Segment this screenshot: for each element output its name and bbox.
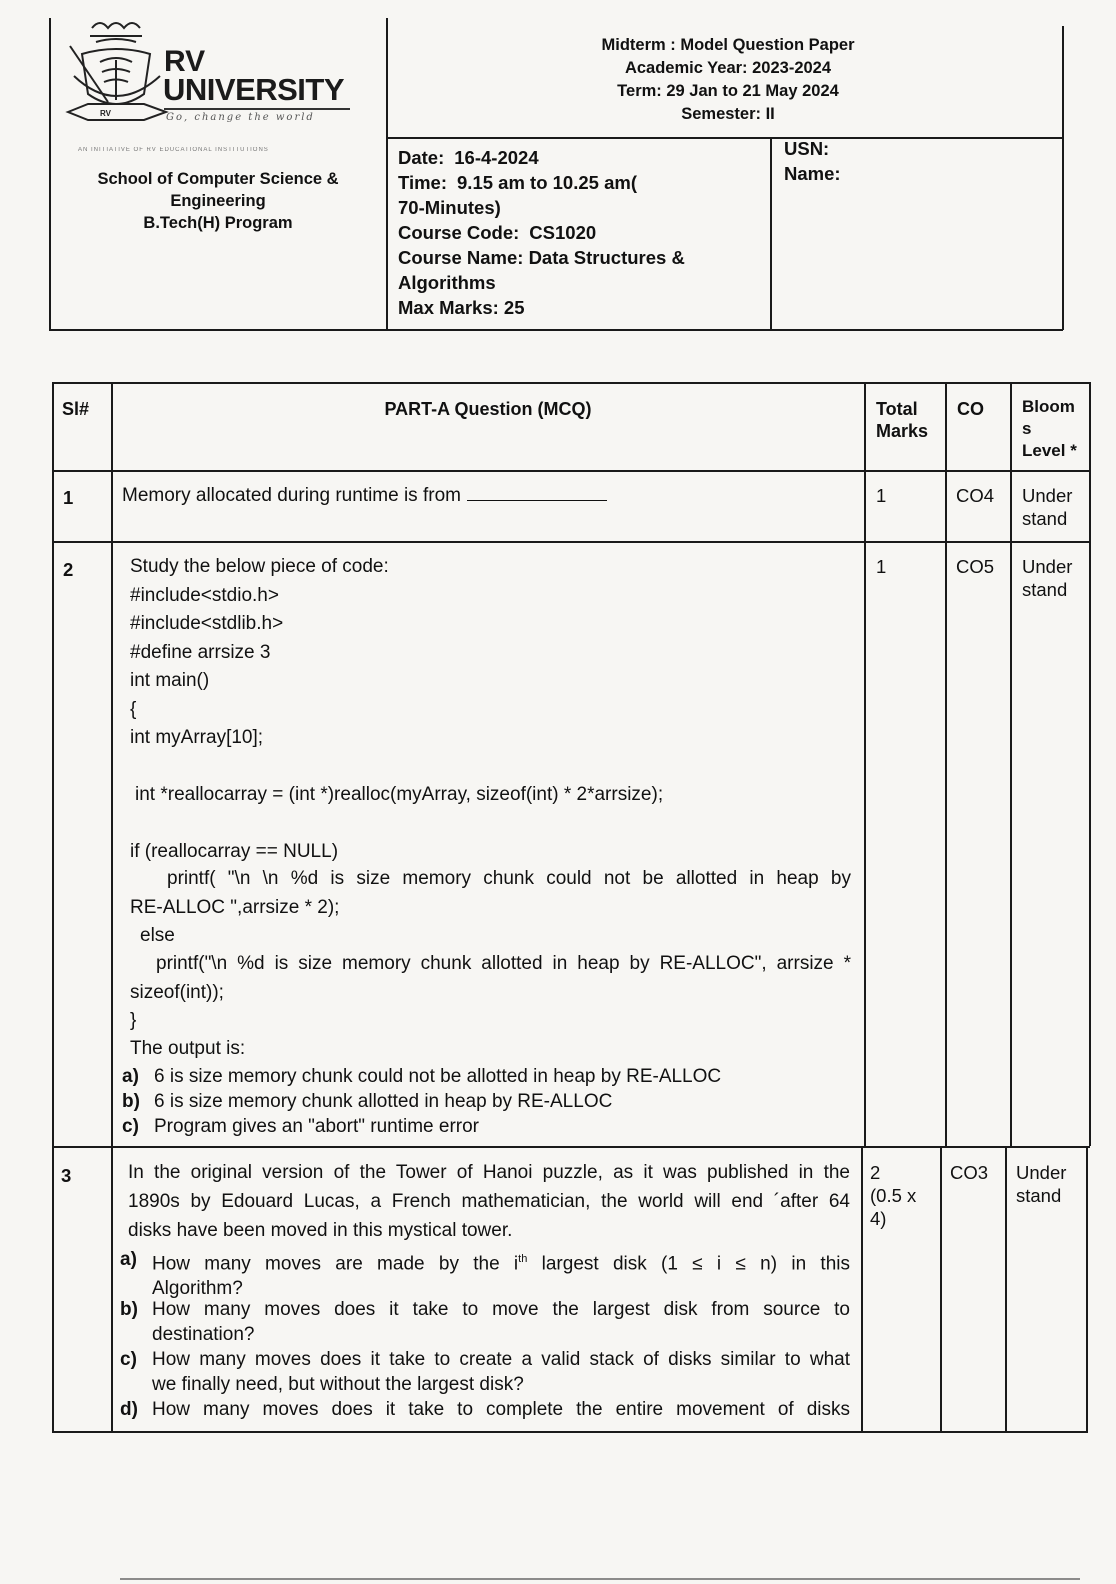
option-text-sup: th — [518, 1253, 528, 1265]
header-bloom-line2: s — [1022, 419, 1032, 438]
q2-code-line: #include<stdlib.h> — [130, 613, 284, 634]
q3-bloom — [1016, 1161, 1066, 1207]
option-label: c) — [120, 1349, 137, 1370]
q3-marks-line3: 4) — [870, 1208, 887, 1229]
q2-marks: 1 — [876, 556, 887, 577]
semester: Semester: II — [681, 105, 775, 123]
option-label: b) — [122, 1091, 140, 1112]
q1-co: CO4 — [956, 485, 995, 506]
table-border-right-b — [1086, 1146, 1088, 1432]
q2-intro: Study the below piece of code: — [130, 556, 389, 577]
q3-marks-line2: (0.5 x — [870, 1185, 917, 1206]
option-text: How many moves does it take to create a valid stack of disks similar to what — [152, 1349, 850, 1370]
q3-intro-line: 1890s by Edouard Lucas, a French mathematician, the world will end ´after 64 — [128, 1191, 850, 1212]
q3-marks-line1: 2 — [870, 1162, 881, 1183]
q2-number: 2 — [63, 559, 74, 580]
q3-intro-line: In the original version of the Tower of Hanoi puzzle, as it was published in the — [128, 1162, 850, 1183]
col-divider-3a — [945, 382, 947, 1146]
program-name: B.Tech(H) Program — [143, 214, 293, 232]
course-code-label: Course Code: — [398, 222, 520, 243]
q1-text — [122, 484, 607, 507]
q3-marks — [870, 1161, 916, 1230]
q3-option-d — [120, 1397, 850, 1422]
svg-text:RV: RV — [100, 109, 111, 118]
col-divider-3b — [940, 1146, 942, 1432]
q2-code-line: { — [130, 699, 137, 720]
q1-bloom-line2: stand — [1022, 508, 1068, 529]
q3-bloom-line1: Under — [1016, 1162, 1067, 1183]
q2-code-line: if (reallocarray == NULL) — [130, 841, 339, 862]
header-divider-1 — [386, 18, 388, 330]
q3-option-c-line1 — [120, 1347, 850, 1372]
q3-option-b — [120, 1297, 850, 1347]
q2-code-line: int *reallocarray = (int *)realloc(myArray, sizeof(int) * 2*arrsize); — [135, 784, 664, 805]
name-label: Name: — [784, 163, 841, 184]
q3-option-d-line1 — [120, 1397, 850, 1422]
page-bottom-edge — [120, 1578, 1080, 1580]
option-text: 6 is size memory chunk allotted in heap by RE-ALLOC — [154, 1091, 613, 1112]
header-divider-2 — [770, 137, 772, 330]
table-border-right-a — [1089, 382, 1091, 1146]
q3-option-a — [120, 1247, 850, 1301]
q2-code-line: #include<stdio.h> — [130, 585, 279, 606]
q3-option-b-line1 — [120, 1297, 850, 1322]
option-label: a) — [122, 1066, 139, 1087]
q3-option-b-line2: destination? — [152, 1324, 255, 1345]
col-divider-1 — [111, 382, 113, 1432]
table-border-top — [52, 382, 1090, 384]
q3-number: 3 — [61, 1165, 72, 1186]
q2-code-line: int myArray[10]; — [130, 727, 264, 748]
university-tagline: Go, change the world — [166, 112, 315, 123]
date-row — [398, 145, 763, 170]
header-marks — [876, 398, 928, 442]
header-mid-rule — [386, 137, 1063, 139]
option-text-post: largest disk (1 ≤ i ≤ n) in this — [527, 1253, 850, 1275]
course-name-line2: Algorithms — [398, 272, 496, 293]
option-text — [152, 1247, 850, 1276]
header-marks-line1: Total — [876, 399, 918, 419]
q2-option-a — [122, 1064, 721, 1089]
course-code-row — [398, 220, 763, 245]
q3-option-c-line2: we finally need, but without the largest disk? — [152, 1374, 524, 1395]
header-row-rule — [52, 470, 1090, 472]
max-marks: Max Marks: 25 — [398, 297, 525, 318]
table-border-bottom — [52, 1431, 1088, 1433]
q3-option-a-line1 — [120, 1247, 850, 1276]
col-divider-2b — [861, 1146, 863, 1432]
time-row — [398, 170, 763, 195]
time-duration: 70-Minutes) — [398, 197, 501, 218]
logo-fineprint: AN INITIATIVE OF RV EDUCATIONAL INSTITUTIONS — [78, 147, 269, 153]
school-info — [60, 168, 376, 234]
q2-bloom-line1: Under — [1022, 556, 1073, 577]
q1-bloom-line1: Under — [1022, 485, 1073, 506]
q2-code-line: printf("\n %d is size memory chunk allotted in heap by RE-ALLOC", arrsize * — [156, 953, 851, 974]
header-co: CO — [957, 399, 984, 419]
q1-blank — [467, 484, 607, 501]
date-value: 16-4-2024 — [454, 147, 539, 168]
time-value: 9.15 am to 10.25 am( — [457, 172, 637, 193]
header-marks-line2: Marks — [876, 421, 929, 441]
q1-number: 1 — [63, 487, 74, 508]
row2-rule — [52, 1146, 1090, 1148]
term-dates: Term: 29 Jan to 21 May 2024 — [617, 82, 839, 100]
q2-code-line: } — [130, 1010, 137, 1031]
option-text-pre: How many moves are made by the i — [152, 1253, 519, 1275]
q2-bloom-line2: stand — [1022, 579, 1068, 600]
col-divider-4b — [1005, 1146, 1007, 1432]
header-question: PART-A Question (MCQ) — [384, 399, 592, 419]
course-name-line1: Course Name: Data Structures & — [398, 247, 685, 268]
usn-label: USN: — [784, 138, 830, 159]
course-code-value: CS1020 — [529, 222, 597, 243]
q2-code-line: sizeof(int)); — [130, 982, 224, 1003]
option-text: How many moves does it take to complete the entire movement of disks — [152, 1399, 850, 1420]
option-text: How many moves does it take to move the largest disk from source to — [152, 1299, 850, 1320]
logo-underline — [164, 108, 350, 110]
time-label: Time: — [398, 172, 448, 193]
header-bloom-line1: Bloom — [1022, 397, 1075, 416]
q2-code-line: else — [140, 925, 175, 946]
header-bloom — [1022, 396, 1077, 462]
academic-year: Academic Year: 2023-2024 — [624, 59, 832, 77]
q1-bloom — [1022, 484, 1072, 530]
q2-option-c — [122, 1114, 479, 1139]
q3-co: CO3 — [950, 1162, 989, 1183]
option-label: d) — [120, 1399, 138, 1420]
q2-bloom — [1022, 555, 1072, 601]
university-name-line1: RV — [164, 45, 206, 78]
header-bloom-line3: Level * — [1022, 441, 1077, 460]
university-name-line2: UNIVERSITY — [163, 72, 345, 107]
q3-option-a-line2: Algorithm? — [152, 1278, 243, 1300]
q1-marks: 1 — [876, 485, 887, 506]
q2-co: CO5 — [956, 556, 995, 577]
option-text: 6 is size memory chunk could not be allotted in heap by RE-ALLOC — [154, 1066, 722, 1087]
q1-question: Memory allocated during runtime is from — [122, 485, 461, 506]
exam-info — [400, 34, 1056, 126]
q3-bloom-line2: stand — [1016, 1185, 1062, 1206]
row1-rule — [52, 541, 1090, 543]
q2-code-line: printf( "\n \n %d is size memory chunk could not be allotted in heap by — [167, 868, 851, 889]
header-right-border — [1062, 26, 1064, 330]
q2-code-line: #define arrsize 3 — [130, 642, 271, 663]
q3-option-c — [120, 1347, 850, 1397]
q2-option-b — [122, 1089, 612, 1114]
school-name-line1: School of Computer Science & — [97, 170, 339, 188]
university-emblem-icon — [62, 16, 172, 128]
q2-output-label: The output is: — [130, 1038, 246, 1059]
q2-code-line: int main() — [130, 670, 210, 691]
option-label: c) — [122, 1116, 139, 1137]
col-divider-4a — [1010, 382, 1012, 1146]
option-label: a) — [120, 1249, 137, 1270]
header-left-border — [49, 18, 51, 330]
header-sl: Sl# — [62, 399, 90, 419]
q2-code-line: RE-ALLOC ",arrsize * 2); — [130, 897, 340, 918]
header-bottom-border — [49, 329, 1063, 331]
col-divider-2a — [864, 382, 866, 1146]
option-text: Program gives an "abort" runtime error — [154, 1116, 480, 1137]
table-border-left — [52, 382, 54, 1432]
option-label: b) — [120, 1299, 138, 1320]
date-label: Date: — [398, 147, 445, 168]
school-name-line2: Engineering — [170, 192, 266, 210]
q3-intro-line: disks have been moved in this mystical tower. — [128, 1220, 513, 1241]
exam-title: Midterm : Model Question Paper — [601, 36, 855, 54]
exam-details — [398, 145, 763, 320]
